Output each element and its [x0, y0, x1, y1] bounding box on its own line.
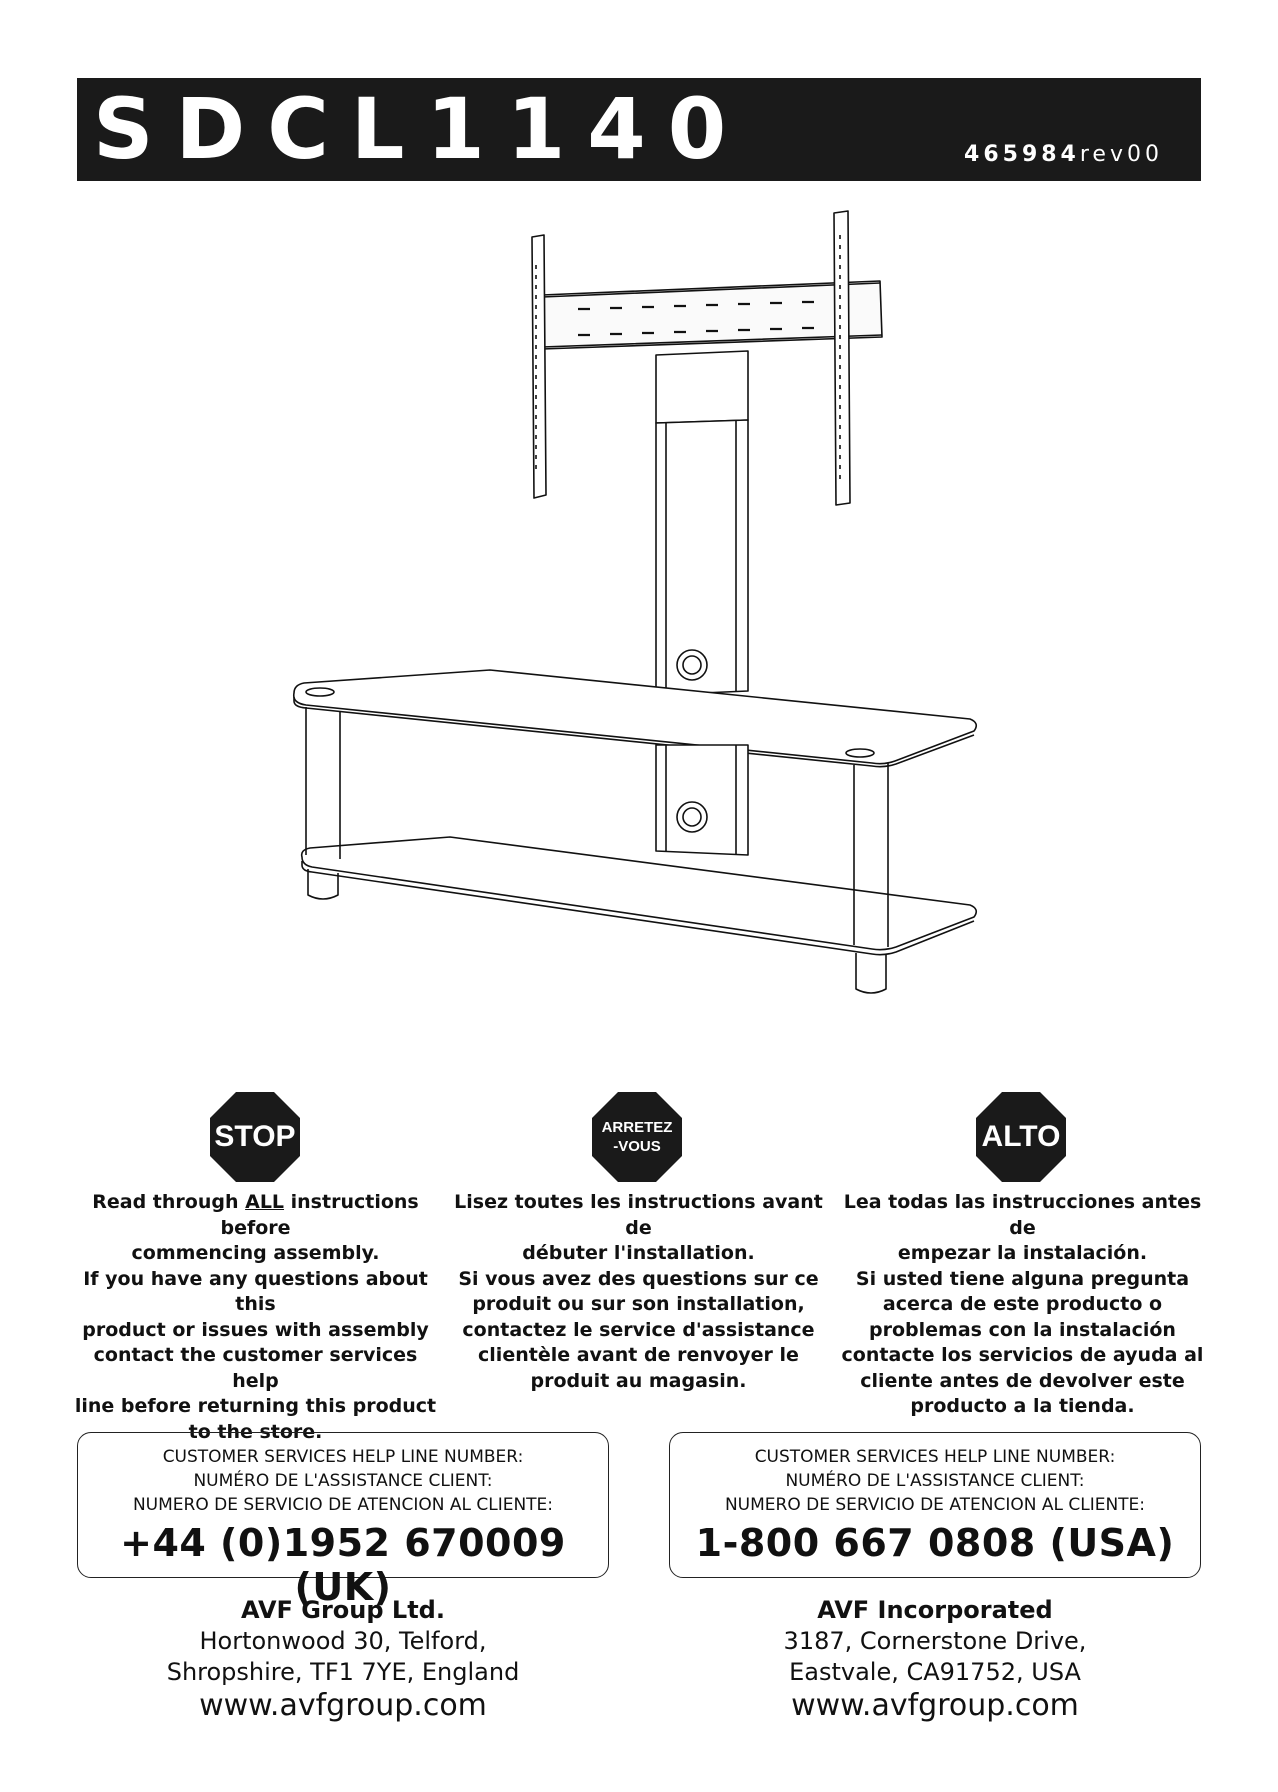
- website-link[interactable]: www.avfgroup.com: [199, 1688, 487, 1723]
- stop-sign-label: STOP: [214, 1120, 296, 1153]
- left-arm: [532, 235, 546, 498]
- doc-number: 465984: [964, 142, 1080, 167]
- tv-stand-illustration: [280, 205, 1000, 1075]
- warning-line: to the store.: [188, 1420, 323, 1443]
- emphasis-all: ALL: [245, 1191, 285, 1213]
- column-upper: [656, 351, 748, 423]
- column-lower: [656, 745, 748, 855]
- warning-line: problemas con la instalación: [869, 1318, 1176, 1341]
- bottom-shelf: [302, 837, 977, 950]
- stop-sign: [210, 1092, 300, 1182]
- helpline-box-usa: [669, 1432, 1201, 1578]
- address-line: Shropshire, TF1 7YE, England: [166, 1658, 520, 1686]
- warning-line: débuter l'installation.: [522, 1242, 755, 1264]
- helpline-label-fr: NUMÉRO DE L'ASSISTANCE CLIENT:: [785, 1471, 1085, 1491]
- warning-line: Lisez toutes les instructions avant de: [454, 1191, 823, 1239]
- warning-line: If you have any questions about this: [83, 1267, 428, 1315]
- warning-text-fr: [451, 1190, 826, 1394]
- warning-line: Read through ALL instructions before: [92, 1191, 419, 1239]
- warning-line: line before returning this product: [74, 1395, 437, 1417]
- revision: rev00: [1079, 142, 1163, 167]
- address-line: Hortonwood 30, Telford,: [199, 1627, 487, 1655]
- warning-line: commencing assembly.: [131, 1242, 380, 1264]
- helpline-label-fr: NUMÉRO DE L'ASSISTANCE CLIENT:: [193, 1471, 493, 1491]
- helpline-phone-usa[interactable]: 1-800 667 0808 (USA): [695, 1521, 1175, 1565]
- address-usa: [655, 1595, 1215, 1721]
- address-uk: [63, 1595, 623, 1721]
- warning-line: clientèle avant de renvoyer le: [478, 1344, 799, 1366]
- bracket-plate: [542, 281, 882, 349]
- helpline-label-es: NUMERO DE SERVICIO DE ATENCION AL CLIENTE:: [724, 1495, 1146, 1515]
- right-arm: [834, 211, 850, 505]
- alto-sign: [976, 1092, 1066, 1182]
- warning-line: acerca de este producto o: [882, 1293, 1163, 1315]
- arretez-sign: [592, 1092, 682, 1182]
- warning-line: produit ou sur son installation,: [472, 1293, 805, 1315]
- alto-sign-label: ALTO: [981, 1120, 1061, 1153]
- warning-line: produit au magasin.: [530, 1369, 747, 1392]
- company-name: AVF Group Ltd.: [241, 1596, 445, 1624]
- warning-line: contact the customer services help: [93, 1344, 418, 1392]
- warning-line: Lea todas las instrucciones antes de: [843, 1191, 1202, 1239]
- warning-line: Si vous avez des questions sur ce: [458, 1267, 819, 1290]
- arretez-sign-label: [592, 1092, 682, 1182]
- address-line: Eastvale, CA91752, USA: [789, 1658, 1081, 1686]
- model-number: SDCL1140: [93, 80, 749, 178]
- helpline-box-uk: [77, 1432, 609, 1609]
- warning-line: empezar la instalación.: [897, 1242, 1148, 1264]
- warning-text-en: [68, 1190, 443, 1445]
- warning-line: contacte los servicios de ayuda al: [841, 1344, 1204, 1366]
- helpline-label-es: NUMERO DE SERVICIO DE ATENCION AL CLIENTE:: [132, 1495, 554, 1515]
- company-name: AVF Incorporated: [817, 1596, 1053, 1624]
- arretez-line1: ARRETEZ: [601, 1119, 673, 1136]
- warning-line: producto a la tienda.: [910, 1395, 1135, 1417]
- leg-front-left: [306, 707, 340, 859]
- website-link[interactable]: www.avfgroup.com: [791, 1688, 1079, 1723]
- address-line: 3187, Cornerstone Drive,: [783, 1627, 1087, 1655]
- warning-line: product or issues with assembly: [82, 1318, 429, 1341]
- header-bar: [77, 78, 1201, 181]
- warning-text-es: [835, 1190, 1210, 1420]
- document-number: [964, 142, 1163, 167]
- warning-line: contactez le service d'assistance: [462, 1318, 815, 1341]
- helpline-label-en: CUSTOMER SERVICES HELP LINE NUMBER:: [162, 1447, 524, 1467]
- arretez-line2: -VOUS: [613, 1138, 661, 1155]
- warning-line: cliente antes de devolver este: [860, 1369, 1185, 1392]
- warning-line: Si usted tiene alguna pregunta: [855, 1267, 1190, 1290]
- helpline-phone-uk[interactable]: +44 (0)1952 670009 (UK): [120, 1521, 566, 1609]
- helpline-label-en: CUSTOMER SERVICES HELP LINE NUMBER:: [754, 1447, 1116, 1467]
